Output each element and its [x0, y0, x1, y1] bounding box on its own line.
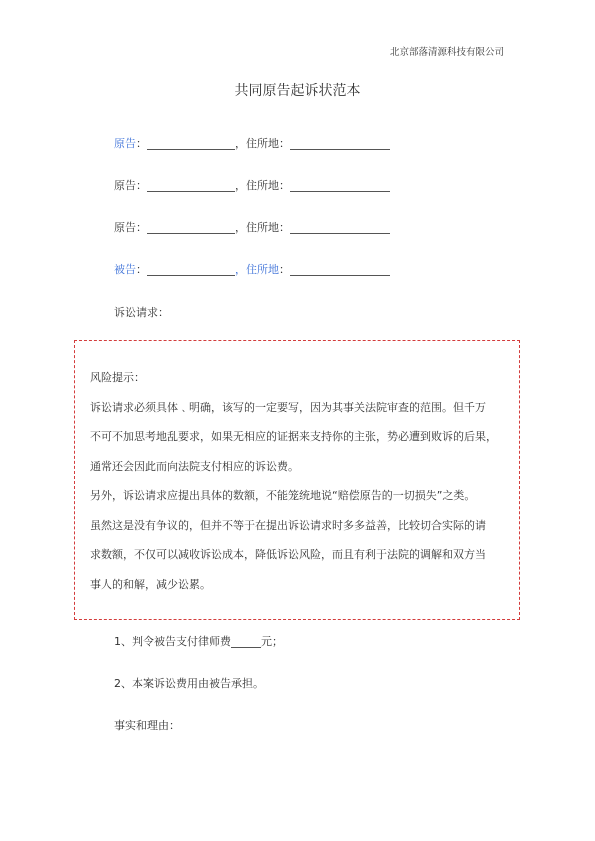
address-blank[interactable] — [290, 179, 390, 192]
claim-item-2: 2、本案诉讼费用由被告承担。 — [114, 677, 264, 690]
risk-line: 虽然这是没有争议的，但并不等于在提出诉讼请求时多多益善，比较切合实际的请 — [90, 518, 486, 532]
party-row-3 — [114, 219, 390, 235]
risk-notice-box — [74, 340, 520, 620]
address-blank[interactable] — [290, 137, 390, 150]
party-role: 原告 — [114, 221, 136, 234]
claim-item-1-suffix: 元； — [261, 635, 283, 648]
party-sep: ： — [136, 263, 147, 276]
risk-line: 事人的和解，减少讼累。 — [90, 577, 211, 591]
address-sep: ： — [279, 263, 290, 276]
address-sep: ： — [279, 137, 290, 150]
party-sep: ： — [136, 137, 147, 150]
defendant-role-link[interactable]: 被告 — [114, 263, 136, 276]
claims-heading: 诉讼请求： — [114, 306, 169, 319]
name-blank[interactable] — [147, 221, 235, 234]
company-name: 北京部落清源科技有限公司 — [389, 47, 504, 58]
address-label-link[interactable]: ，住所地 — [235, 263, 279, 276]
address-blank[interactable] — [290, 221, 390, 234]
name-blank[interactable] — [147, 137, 235, 150]
risk-line: 诉讼请求必须具体﹑明确，该写的一定要写，因为其事关法院审查的范围。但千万 — [90, 400, 486, 414]
address-sep: ： — [279, 221, 290, 234]
party-sep: ： — [136, 221, 147, 234]
address-label: ，住所地 — [235, 221, 279, 234]
party-role-link[interactable]: 原告 — [114, 137, 136, 150]
risk-line: 另外，诉讼请求应提出具体的数额，不能笼统地说“赔偿原告的一切损失”之类。 — [90, 489, 476, 502]
party-row-defendant — [114, 261, 390, 277]
address-sep: ： — [279, 179, 290, 192]
facts-heading: 事实和理由： — [114, 719, 180, 732]
lawyer-fee-blank[interactable] — [231, 635, 261, 648]
party-sep: ： — [136, 179, 147, 192]
risk-heading: 风险提示： — [90, 371, 145, 384]
address-blank[interactable] — [290, 263, 390, 276]
claim-item-1-text: 1、判令被告支付律师费 — [114, 635, 231, 648]
party-role: 原告 — [114, 179, 136, 192]
risk-line: 求数额，不仅可以减收诉讼成本，降低诉讼风险，而且有利于法院的调解和双方当 — [90, 548, 486, 561]
address-label: ，住所地 — [235, 179, 279, 192]
name-blank[interactable] — [147, 179, 235, 192]
claim-item-1 — [114, 633, 283, 649]
risk-line: 不可不加思考地乱要求，如果无相应的证据来支持你的主张，势必遭到败诉的后果， — [90, 430, 497, 443]
party-row-2 — [114, 177, 390, 193]
page-title: 共同原告起诉状范本 — [234, 83, 361, 99]
address-label: ，住所地 — [235, 137, 279, 150]
name-blank[interactable] — [147, 263, 235, 276]
party-row-1 — [114, 135, 390, 151]
risk-line: 通常还会因此而向法院支付相应的诉讼费。 — [90, 459, 299, 473]
